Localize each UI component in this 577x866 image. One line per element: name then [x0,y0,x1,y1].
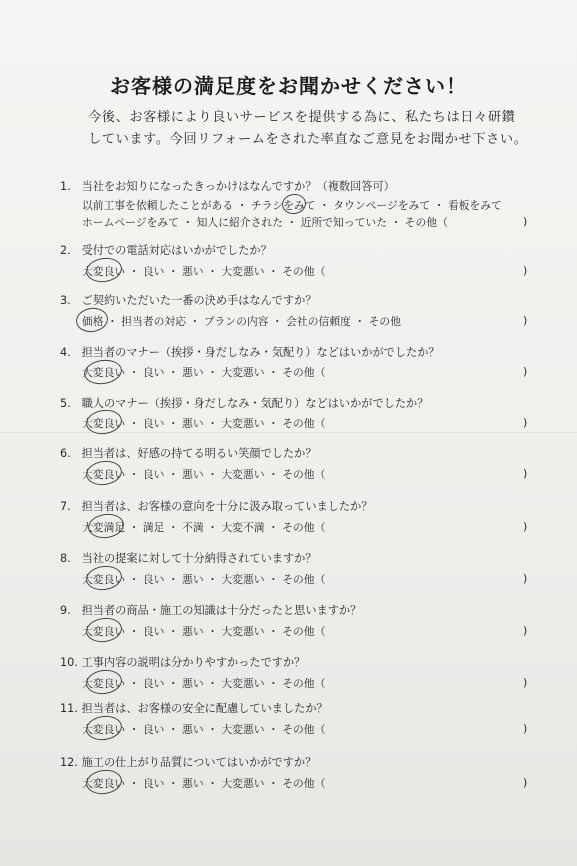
question-text: 当社をお知りになったきっかけはなんですか？（複数回答可） [81,180,395,193]
question-number: 5. [60,397,71,410]
question-1-options-line-1[interactable]: 以前工事を依頼したことがある ・ チラシをみて ・ タウンページをみて ・ 看板をみて [82,199,502,212]
question-number: 11. [60,702,78,715]
answer-circle [85,256,124,285]
question-number: 3. [60,294,71,307]
question-2 [60,242,272,258]
question-6-options[interactable]: 大変良い ・ 良い ・ 悪い ・ 大変悪い ・ その他（ [82,468,326,481]
question-9-options[interactable]: 大変良い ・ 良い ・ 悪い ・ 大変悪い ・ その他（ [82,625,326,638]
question-10-options[interactable]: 大変良い ・ 良い ・ 悪い ・ 大変悪い ・ その他（ [82,677,326,690]
close-paren: ) [523,215,528,228]
question-4-options[interactable]: 大変良い ・ 良い ・ 悪い ・ 大変悪い ・ その他（ [82,366,326,379]
answer-circle [85,564,124,593]
close-paren: ) [523,776,528,789]
close-paren: ) [523,416,528,429]
question-number: 1. [60,180,71,193]
close-paren: ) [523,572,528,585]
question-5 [60,395,428,411]
question-7-options[interactable]: 大変満足 ・ 満足 ・ 不満 ・ 大変不満 ・ その他（ [82,521,326,534]
question-7 [60,498,372,514]
answer-circle [83,357,124,386]
question-text: 担当者は、好感の持てる明るい笑顔でしたか？ [81,447,317,460]
answer-circle [85,768,124,797]
question-text: 担当者のマナー（挨拶・身だしなみ・気配り）などはいかがでしたか？ [81,346,440,359]
answer-circle [85,616,124,645]
question-3 [60,292,317,308]
question-8-options[interactable]: 大変良い ・ 良い ・ 悪い ・ 大変悪い ・ その他（ [82,573,326,586]
intro-line-1: 今後、お客様により良いサービスを提供する為に、私たちは日々研鑽 [88,110,516,125]
close-paren: ) [523,624,528,637]
question-text: ご契約いただいた一番の決め手はなんですか？ [81,294,317,307]
question-2-options[interactable]: 大変良い ・ 良い ・ 悪い ・ 大変悪い ・ その他（ [82,265,326,278]
question-number: 2. [60,244,71,257]
question-text: 担当者は、お客様の安全に配慮していましたか？ [81,702,328,715]
question-3-options[interactable]: 価格 ・ 担当者の対応 ・ プランの内容 ・ 会社の信頼度 ・ その他 [82,315,401,328]
question-number: 9. [60,604,71,617]
question-number: 8. [60,552,71,565]
question-5-options[interactable]: 大変良い ・ 良い ・ 悪い ・ 大変悪い ・ その他（ [82,417,326,430]
close-paren: ) [523,676,528,689]
question-9 [60,602,361,618]
close-paren: ) [523,520,528,533]
close-paren: ) [523,467,528,480]
page-title: お客様の満足度をお聞かせください！ [110,74,467,98]
question-6 [60,445,317,461]
question-4 [60,344,440,360]
question-text: 施工の仕上がり品質についてはいかがですか？ [81,756,317,769]
question-1 [60,178,395,194]
question-12 [60,754,316,770]
paper-fold [0,432,577,433]
question-12-options[interactable]: 大変良い ・ 良い ・ 悪い ・ 大変悪い ・ その他（ [82,777,326,790]
question-10 [60,654,305,670]
question-11 [60,700,328,716]
close-paren: ) [523,264,528,277]
question-number: 6. [60,447,71,460]
question-text: 担当者は、お客様の意向を十分に汲み取っていましたか？ [81,500,373,513]
question-text: 担当者の商品・施工の知識は十分だったと思いますか？ [81,604,362,617]
close-paren: ) [523,365,528,378]
question-number: 10. [60,656,78,669]
question-number: 4. [60,346,71,359]
close-paren: ) [523,314,528,327]
question-number: 7. [60,500,71,513]
question-text: 工事内容の説明は分かりやすかったですか？ [81,656,306,669]
intro-line-2: しています。今回リフォームをされた率直なご意見をお聞かせ下さい。 [88,132,528,147]
answer-circle [85,714,124,743]
answer-circle [74,306,109,334]
question-text: 職人のマナー（挨拶・身だしなみ・気配り）などはいかがでしたか？ [81,397,429,410]
question-text: 当社の提案に対して十分納得されていますか？ [81,552,317,565]
answer-circle [87,512,126,541]
question-number: 12. [60,756,78,769]
question-11-options[interactable]: 大変良い ・ 良い ・ 悪い ・ 大変悪い ・ その他（ [82,723,326,736]
answer-circle [85,459,124,488]
question-1-options-line-2[interactable]: ホームページをみて ・ 知人に紹介された ・ 近所で知っていた ・ その他（ [82,216,448,229]
close-paren: ) [523,722,528,735]
question-text: 受付での電話対応はいかがでしたか？ [81,244,272,257]
answer-circle [85,668,124,697]
question-8 [60,550,317,566]
